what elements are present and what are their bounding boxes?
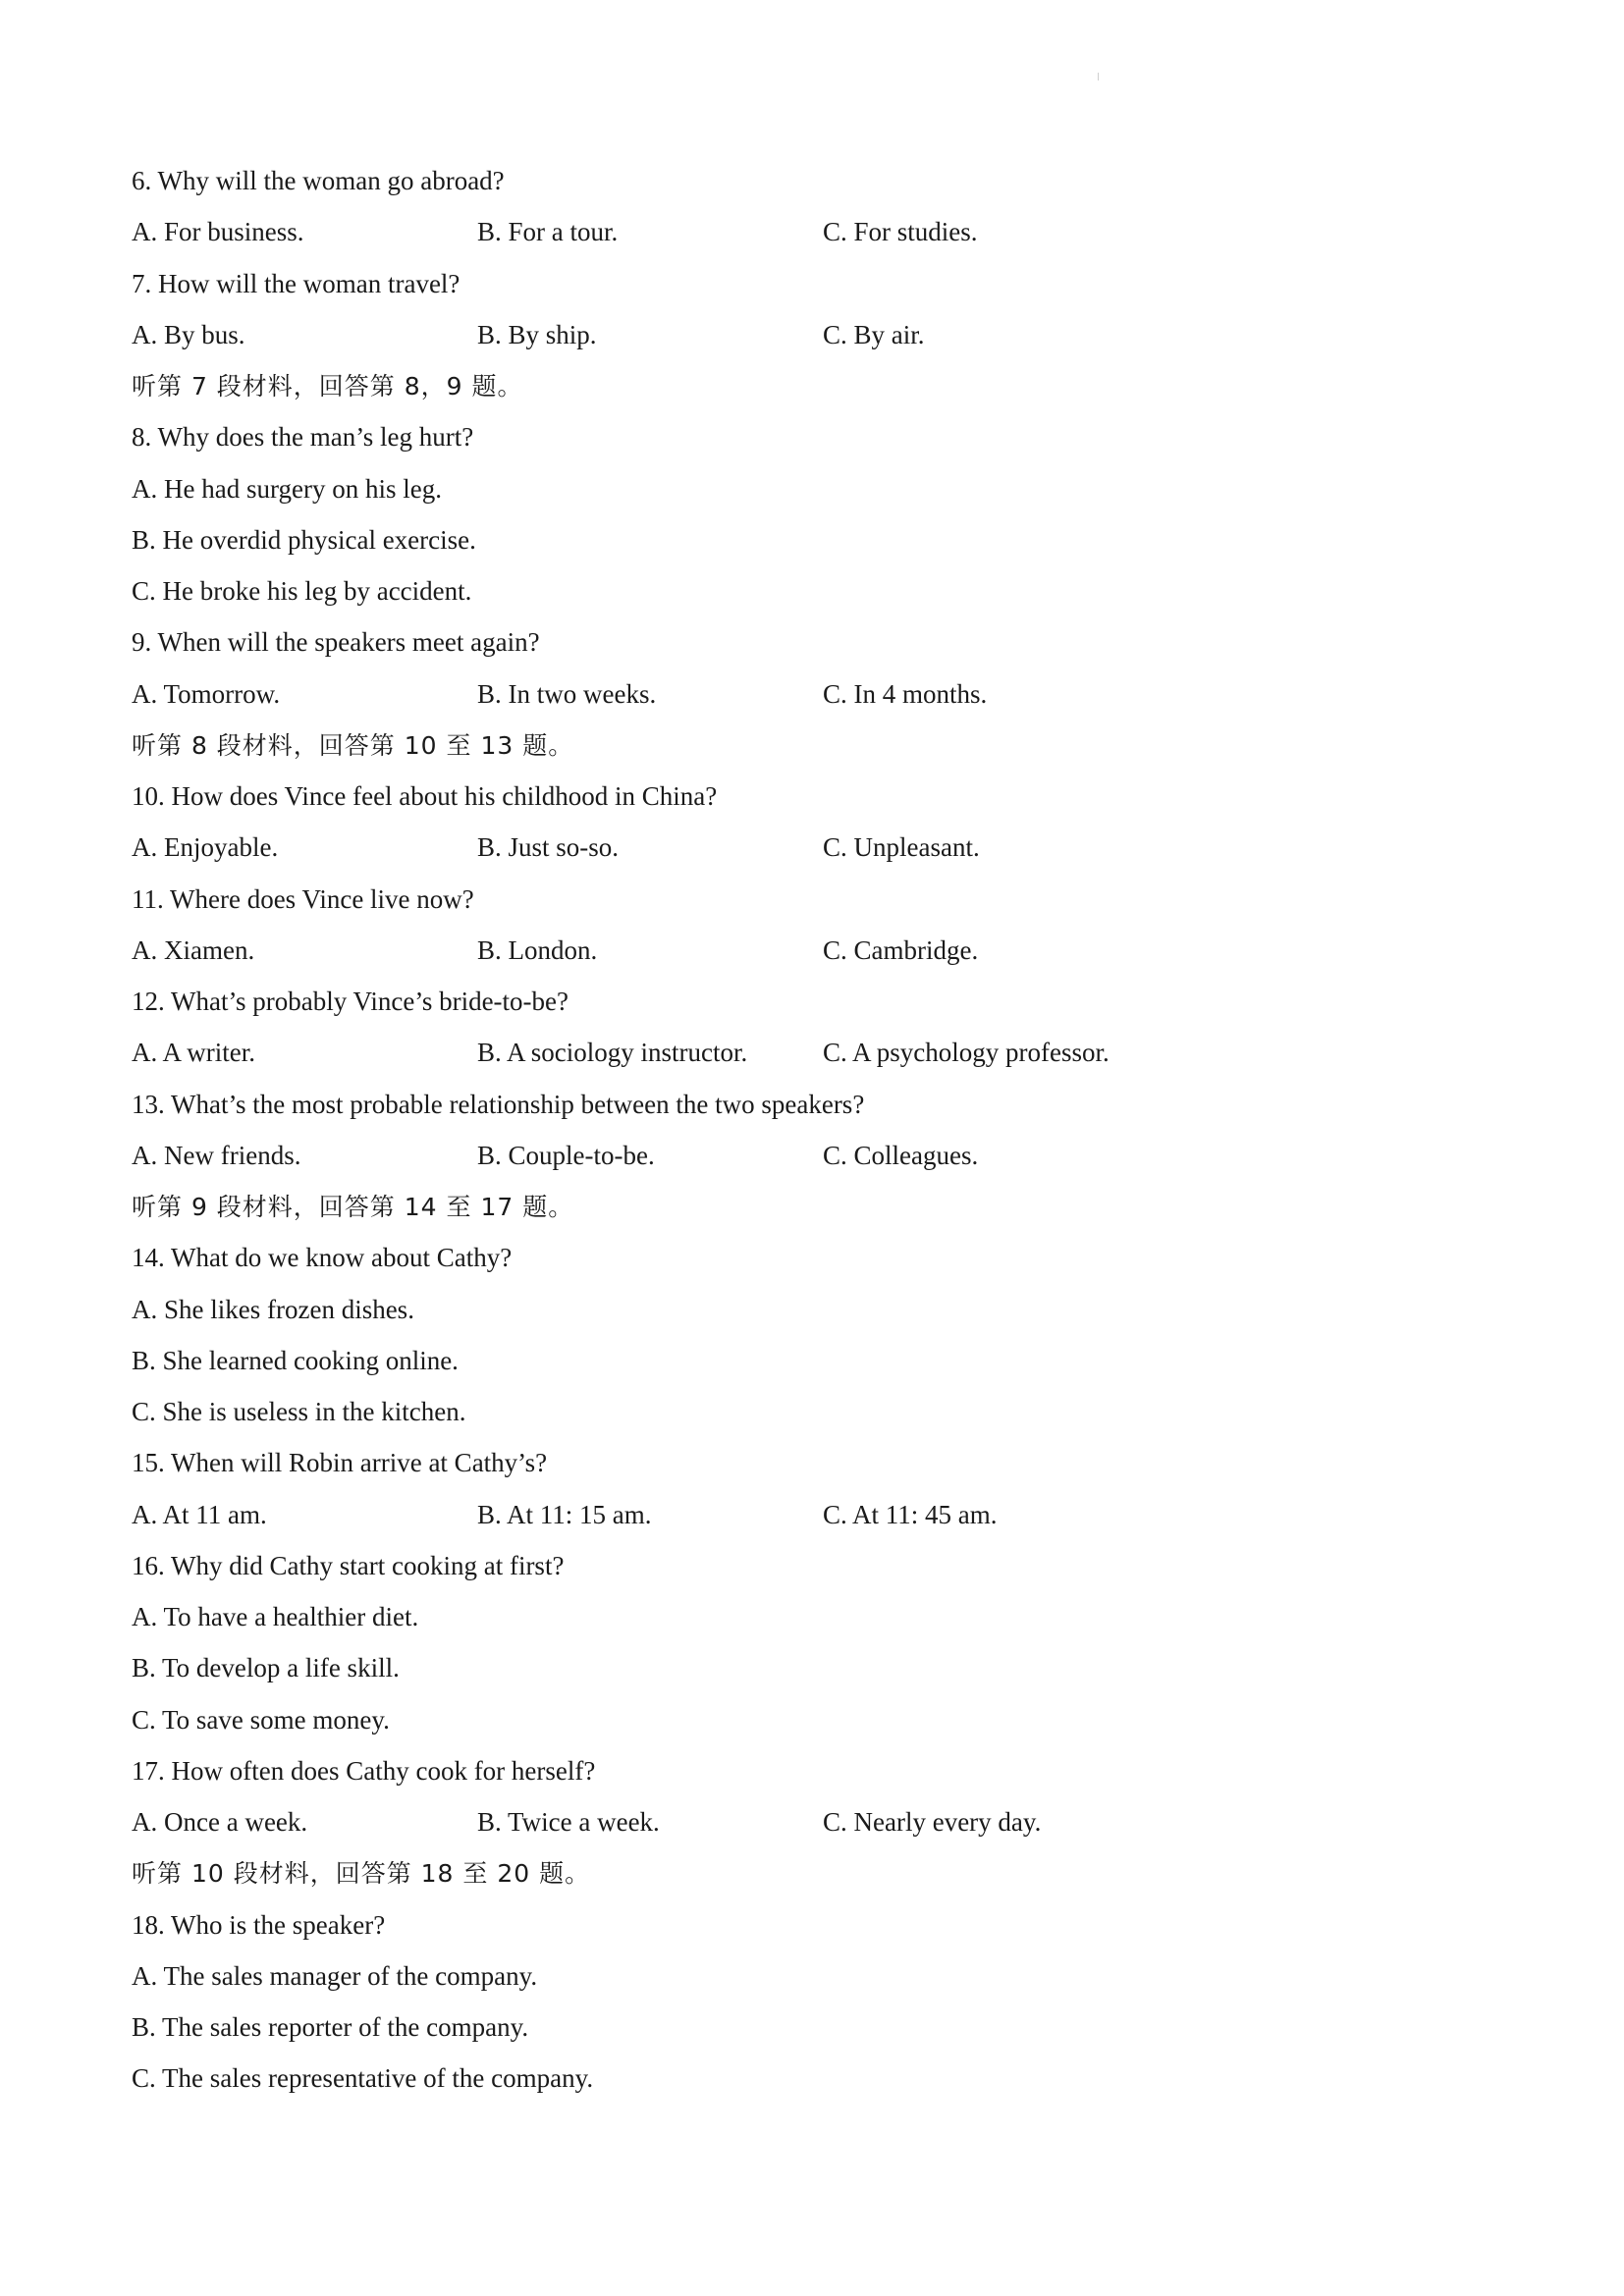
answer-option: B. She learned cooking online. bbox=[132, 1345, 459, 1375]
question-line bbox=[132, 411, 473, 462]
answer-option: B. He overdid physical exercise. bbox=[132, 524, 476, 555]
question-text: 8. Why does the man’s leg hurt? bbox=[132, 422, 474, 453]
answer-option: B. London. bbox=[477, 934, 598, 965]
question-line bbox=[132, 258, 460, 309]
answer-option-line bbox=[132, 2002, 528, 2053]
answer-option: B. To develop a life skill. bbox=[132, 1653, 400, 1683]
question-text: 13. What’s the most probable relationship between the two speakers? bbox=[132, 1089, 865, 1119]
answer-option: A. Enjoyable. bbox=[132, 832, 279, 863]
answer-option-line bbox=[132, 1591, 418, 1642]
question-text: 18. Who is the speaker? bbox=[132, 1909, 386, 1940]
answer-option: B. A sociology instructor. bbox=[477, 1038, 748, 1068]
question-line bbox=[132, 1540, 564, 1591]
answer-option: C. At 11: 45 am. bbox=[823, 1499, 998, 1529]
answer-option: A. Tomorrow. bbox=[132, 678, 281, 709]
section-instruction-text: 听第 10 段材料，回答第 18 至 20 题。 bbox=[132, 1859, 591, 1889]
answer-option: A. He had surgery on his leg. bbox=[132, 473, 442, 504]
section-instruction bbox=[132, 360, 523, 411]
answer-option: A. A writer. bbox=[132, 1038, 255, 1068]
question-text: 15. When will Robin arrive at Cathy’s? bbox=[132, 1448, 548, 1478]
answer-option: A. At 11 am. bbox=[132, 1499, 267, 1529]
answer-option: B. By ship. bbox=[477, 319, 597, 349]
answer-option-line bbox=[132, 1950, 537, 2002]
answer-option-line bbox=[132, 565, 471, 616]
answer-option-line bbox=[132, 1335, 459, 1386]
answer-option-line bbox=[132, 1386, 465, 1437]
section-instruction-text: 听第 8 段材料，回答第 10 至 13 题。 bbox=[132, 730, 574, 760]
question-text: 14. What do we know about Cathy? bbox=[132, 1243, 513, 1273]
answer-option: C. The sales representative of the company. bbox=[132, 2063, 594, 2094]
question-text: 10. How does Vince feel about his childhood in China? bbox=[132, 781, 718, 811]
answer-option: C. In 4 months. bbox=[823, 678, 988, 709]
question-line bbox=[132, 155, 505, 206]
answer-option: C. Cambridge. bbox=[823, 934, 979, 965]
answer-option: B. In two weeks. bbox=[477, 678, 657, 709]
section-instruction-text: 听第 7 段材料，回答第 8，9 题。 bbox=[132, 372, 523, 400]
answer-option: B. Couple-to-be. bbox=[477, 1140, 655, 1170]
answer-option: C. He broke his leg by accident. bbox=[132, 576, 472, 606]
section-instruction bbox=[132, 720, 573, 771]
question-text: 12. What’s probably Vince’s bride-to-be? bbox=[132, 987, 569, 1016]
question-line bbox=[132, 1437, 547, 1488]
answer-option: A. To have a healthier diet. bbox=[132, 1602, 419, 1631]
answer-option: C. Unpleasant. bbox=[823, 832, 980, 863]
answer-option: A. New friends. bbox=[132, 1140, 301, 1170]
question-text: 6. Why will the woman go abroad? bbox=[132, 166, 505, 195]
question-text: 11. Where does Vince live now? bbox=[132, 883, 474, 914]
answer-option: C. To save some money. bbox=[132, 1704, 390, 1735]
question-text: 7. How will the woman travel? bbox=[132, 268, 460, 298]
section-instruction bbox=[132, 1181, 573, 1232]
answer-option: B. For a tour. bbox=[477, 217, 619, 247]
question-line bbox=[132, 1079, 864, 1130]
question-line bbox=[132, 874, 474, 925]
question-text: 9. When will the speakers meet again? bbox=[132, 627, 540, 658]
answer-option: C. She is useless in the kitchen. bbox=[132, 1397, 466, 1426]
answer-option: C. For studies. bbox=[823, 217, 978, 247]
answer-option: C. A psychology professor. bbox=[823, 1038, 1110, 1068]
question-line bbox=[132, 1745, 595, 1796]
answer-option: A. Xiamen. bbox=[132, 934, 255, 965]
answer-option-line bbox=[132, 1284, 414, 1335]
answer-option: B. At 11: 15 am. bbox=[477, 1499, 652, 1529]
answer-option: A. She likes frozen dishes. bbox=[132, 1294, 414, 1324]
answer-option: B. Twice a week. bbox=[477, 1807, 660, 1837]
section-instruction-text: 听第 9 段材料，回答第 14 至 17 题。 bbox=[132, 1193, 574, 1221]
answer-option: A. The sales manager of the company. bbox=[132, 1960, 538, 1991]
question-line bbox=[132, 616, 540, 667]
answer-option-line bbox=[132, 1642, 400, 1693]
answer-option-line bbox=[132, 1694, 390, 1745]
question-line bbox=[132, 1232, 512, 1283]
answer-option: C. Nearly every day. bbox=[823, 1807, 1042, 1837]
answer-option: A. Once a week. bbox=[132, 1807, 308, 1837]
answer-option: C. By air. bbox=[823, 319, 925, 349]
answer-option-line bbox=[132, 514, 476, 565]
answer-option-line bbox=[132, 463, 442, 514]
section-instruction bbox=[132, 1847, 590, 1898]
question-text: 17. How often does Cathy cook for herself? bbox=[132, 1755, 596, 1786]
answer-option-line bbox=[132, 2053, 593, 2104]
answer-option: C. Colleagues. bbox=[823, 1140, 979, 1170]
answer-option: A. By bus. bbox=[132, 319, 245, 349]
corner-mark bbox=[1098, 73, 1099, 80]
answer-option: B. The sales reporter of the company. bbox=[132, 2012, 529, 2042]
question-line bbox=[132, 771, 717, 822]
question-text: 16. Why did Cathy start cooking at first? bbox=[132, 1550, 565, 1580]
question-line bbox=[132, 1899, 385, 1950]
question-line bbox=[132, 976, 568, 1027]
answer-option: B. Just so-so. bbox=[477, 832, 620, 863]
answer-option: A. For business. bbox=[132, 217, 304, 247]
